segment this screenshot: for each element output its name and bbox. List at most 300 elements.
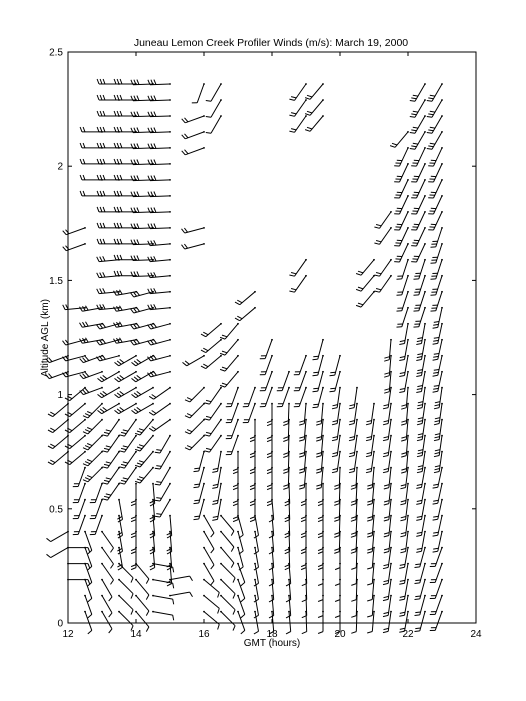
barb-station — [135, 611, 137, 613]
barb-station — [288, 579, 290, 581]
barb-station — [152, 595, 154, 597]
barb-station — [169, 355, 171, 357]
barb-flag — [330, 391, 335, 392]
barb-station — [373, 435, 375, 437]
barb-station — [169, 547, 171, 549]
barb-station — [441, 147, 443, 149]
barb-station — [424, 115, 426, 117]
barb-station — [84, 611, 86, 613]
barb-station — [407, 403, 409, 405]
barb-station — [152, 419, 154, 421]
barb-station — [424, 467, 426, 469]
barb-station — [390, 403, 392, 405]
barb-station — [67, 563, 69, 565]
barb-station — [203, 563, 205, 565]
barb-station — [373, 451, 375, 453]
barb-station — [424, 563, 426, 565]
barb-station — [390, 451, 392, 453]
barb-station — [390, 483, 392, 485]
barb-flag — [384, 628, 389, 629]
barb-station — [305, 115, 307, 117]
barb-station — [424, 515, 426, 517]
barb-station — [101, 419, 103, 421]
barb-station — [424, 227, 426, 229]
barb-station — [424, 259, 426, 261]
barb-station — [135, 467, 137, 469]
barb-flag — [313, 404, 318, 405]
barb-station — [407, 531, 409, 533]
barb-station — [339, 419, 341, 421]
barb-station — [203, 387, 205, 389]
barb-flag — [63, 305, 65, 310]
barb-station — [237, 547, 239, 549]
barb-station — [441, 339, 443, 341]
barb-station — [305, 355, 307, 357]
x-tick-label: 12 — [62, 629, 74, 640]
barb-station — [67, 435, 69, 437]
barb-station — [220, 483, 222, 485]
barb-station — [424, 371, 426, 373]
barb-flag — [415, 564, 420, 565]
barb-station — [220, 355, 222, 357]
barb-station — [441, 387, 443, 389]
barb-station — [390, 595, 392, 597]
barb-station — [135, 371, 137, 373]
x-tick-label: 20 — [334, 629, 346, 640]
barb-station — [220, 579, 222, 581]
barb-station — [424, 211, 426, 213]
barb-station — [424, 307, 426, 309]
barb-station — [135, 387, 137, 389]
barb-flag — [313, 407, 318, 408]
barb-station — [356, 467, 358, 469]
barb-station — [118, 515, 120, 517]
barb-flag — [254, 631, 259, 634]
barb-station — [135, 483, 137, 485]
barb-station — [203, 547, 205, 549]
barb-flag — [313, 372, 318, 373]
barb-station — [441, 259, 443, 261]
barb-station — [84, 515, 86, 517]
barb-staff — [339, 468, 340, 488]
barb-station — [220, 115, 222, 117]
barb-station — [152, 467, 154, 469]
barb-station — [441, 531, 443, 533]
barb-station — [169, 307, 171, 309]
barb-station — [373, 563, 375, 565]
barb-station — [254, 595, 256, 597]
barb-station — [424, 595, 426, 597]
barb-station — [203, 595, 205, 597]
y-tick-label: 2.5 — [49, 47, 63, 59]
barb-station — [84, 563, 86, 565]
x-tick-label: 14 — [130, 629, 142, 640]
barb-station — [424, 387, 426, 389]
barb-station — [407, 563, 409, 565]
barb-station — [322, 355, 324, 357]
barb-flag — [415, 631, 420, 632]
barb-station — [441, 467, 443, 469]
barb-station — [169, 403, 171, 405]
barb-station — [118, 355, 120, 357]
barb-station — [305, 83, 307, 85]
barb-station — [135, 451, 137, 453]
barb-station — [84, 467, 86, 469]
barb-station — [424, 243, 426, 245]
barb-station — [101, 611, 103, 613]
barb-station — [407, 435, 409, 437]
barb-station — [424, 531, 426, 533]
barb-station — [271, 547, 273, 549]
barb-station — [407, 323, 409, 325]
barb-station — [84, 579, 86, 581]
barb-flag — [146, 627, 149, 632]
barb-station — [373, 499, 375, 501]
barb-station — [373, 531, 375, 533]
barb-station — [441, 179, 443, 181]
barb-station — [254, 547, 256, 549]
barb-station — [101, 403, 103, 405]
barb-station — [101, 371, 103, 373]
barb-station — [203, 515, 205, 517]
barb-station — [288, 595, 290, 597]
barb-station — [118, 547, 120, 549]
barb-station — [305, 275, 307, 277]
barb-station — [169, 259, 171, 261]
barb-station — [118, 403, 120, 405]
barb-station — [390, 563, 392, 565]
barb-station — [220, 499, 222, 501]
barb-flag — [415, 612, 420, 613]
barb-station — [305, 99, 307, 101]
barb-station — [339, 403, 341, 405]
y-tick-label: 0 — [57, 618, 63, 630]
barb-station — [339, 435, 341, 437]
barb-station — [84, 227, 86, 229]
barb-station — [237, 371, 239, 373]
barb-station — [407, 355, 409, 357]
barb-station — [373, 611, 375, 613]
barb-station — [169, 435, 171, 437]
barb-station — [305, 467, 307, 469]
chart-title: Juneau Lemon Creek Profiler Winds (m/s): March 19, 2000 — [133, 37, 409, 49]
barb-station — [152, 547, 154, 549]
barb-station — [67, 403, 69, 405]
barb-station — [237, 611, 239, 613]
barb-station — [254, 307, 256, 309]
barb-station — [237, 531, 239, 533]
barb-station — [424, 579, 426, 581]
barb-station — [101, 595, 103, 597]
barb-station — [305, 403, 307, 405]
barb-station — [237, 435, 239, 437]
barb-station — [390, 211, 392, 213]
barb-station — [237, 355, 239, 357]
barb-station — [441, 307, 443, 309]
barb-station — [407, 595, 409, 597]
barb-station — [271, 563, 273, 565]
barb-station — [118, 371, 120, 373]
barb-station — [407, 339, 409, 341]
barb-station — [373, 595, 375, 597]
barb-station — [424, 83, 426, 85]
barb-station — [118, 611, 120, 613]
barb-station — [254, 579, 256, 581]
barb-station — [169, 371, 171, 373]
barb-station — [441, 243, 443, 245]
barb-station — [67, 371, 69, 373]
barb-flag — [415, 615, 420, 616]
barb-station — [390, 371, 392, 373]
barb-station — [237, 323, 239, 325]
barb-station — [390, 531, 392, 533]
barb-flag — [313, 359, 318, 360]
barb-flag — [286, 632, 291, 634]
barb-station — [322, 419, 324, 421]
barb-station — [407, 547, 409, 549]
barb-station — [169, 83, 171, 85]
barb-station — [169, 179, 171, 181]
barb-station — [84, 531, 86, 533]
barb-flag — [313, 356, 318, 357]
barb-flag — [218, 624, 220, 629]
barb-station — [84, 547, 86, 549]
barb-station — [322, 483, 324, 485]
barb-station — [271, 387, 273, 389]
barb-station — [152, 531, 154, 533]
barb-station — [407, 515, 409, 517]
barb-station — [441, 195, 443, 197]
barb-station — [203, 147, 205, 149]
barb-flag — [88, 630, 92, 634]
barb-station — [254, 611, 256, 613]
barb-station — [169, 467, 171, 469]
x-tick-label: 16 — [198, 629, 210, 640]
barb-station — [220, 515, 222, 517]
wind-barb — [47, 531, 69, 542]
barb-flag — [50, 444, 55, 447]
barb-station — [356, 419, 358, 421]
barb-station — [169, 451, 171, 453]
barb-station — [339, 467, 341, 469]
barb-station — [84, 243, 86, 245]
barb-station — [220, 595, 222, 597]
barb-flag — [233, 626, 235, 631]
barb-station — [424, 435, 426, 437]
barb-station — [390, 547, 392, 549]
barb-station — [322, 387, 324, 389]
barb-station — [424, 275, 426, 277]
barb-station — [203, 531, 205, 533]
barb-station — [152, 483, 154, 485]
barb-station — [169, 227, 171, 229]
barb-station — [322, 467, 324, 469]
barb-station — [407, 611, 409, 613]
barb-station — [237, 419, 239, 421]
barb-station — [237, 595, 239, 597]
barb-station — [118, 595, 120, 597]
barb-station — [135, 355, 137, 357]
barb-flag — [194, 484, 199, 485]
barb-station — [101, 563, 103, 565]
barb-flag — [50, 460, 55, 463]
barb-station — [424, 179, 426, 181]
barb-station — [84, 403, 86, 405]
barb-flag — [383, 631, 388, 632]
barb-station — [339, 387, 341, 389]
barb-station — [288, 611, 290, 613]
barb-station — [135, 435, 137, 437]
barb-station — [118, 579, 120, 581]
barb-station — [390, 259, 392, 261]
barb-station — [169, 115, 171, 117]
barb-station — [84, 483, 86, 485]
barb-station — [441, 435, 443, 437]
barb-station — [424, 419, 426, 421]
barb-station — [220, 611, 222, 613]
barb-station — [84, 451, 86, 453]
barb-flag — [194, 519, 199, 520]
barb-station — [424, 163, 426, 165]
barb-station — [339, 451, 341, 453]
barb-station — [67, 451, 69, 453]
barb-station — [203, 355, 205, 357]
barb-station — [441, 355, 443, 357]
barb-station — [424, 499, 426, 501]
barb-station — [169, 419, 171, 421]
barb-flag — [194, 468, 199, 469]
barb-station — [288, 371, 290, 373]
barb-station — [305, 387, 307, 389]
barb-station — [407, 307, 409, 309]
barb-station — [169, 211, 171, 213]
barb-flag — [48, 430, 53, 433]
barb-station — [169, 563, 171, 565]
barb-station — [220, 83, 222, 85]
barb-station — [305, 371, 307, 373]
barb-station — [118, 419, 120, 421]
barb-station — [356, 435, 358, 437]
barb-station — [169, 387, 171, 389]
barb-station — [152, 563, 154, 565]
barb-station — [203, 611, 205, 613]
barb-flag — [415, 596, 420, 597]
barb-station — [407, 179, 409, 181]
barb-station — [407, 467, 409, 469]
barb-station — [390, 435, 392, 437]
barb-station — [152, 515, 154, 517]
x-tick-label: 24 — [470, 629, 482, 640]
barb-station — [271, 579, 273, 581]
barb-station — [407, 131, 409, 133]
barb-flag — [351, 632, 356, 634]
barb-station — [84, 435, 86, 437]
barb-station — [237, 563, 239, 565]
barb-station — [407, 211, 409, 213]
barb-station — [237, 339, 239, 341]
barb-station — [441, 499, 443, 501]
barb-flag — [415, 628, 420, 629]
barb-station — [441, 83, 443, 85]
barb-station — [407, 163, 409, 165]
barb-flag — [330, 375, 335, 376]
barb-flag — [241, 630, 245, 634]
y-tick-label: 2 — [57, 161, 63, 173]
barb-station — [220, 339, 222, 341]
barb-staff — [51, 548, 68, 558]
barb-station — [407, 419, 409, 421]
barb-station — [254, 291, 256, 293]
barb-flag — [194, 516, 199, 517]
barb-station — [135, 579, 137, 581]
barb-station — [169, 515, 171, 517]
barb-station — [407, 243, 409, 245]
barb-station — [373, 259, 375, 261]
barb-flag — [194, 471, 199, 472]
barb-flag — [415, 599, 420, 600]
barb-station — [169, 147, 171, 149]
barb-station — [356, 451, 358, 453]
barb-station — [305, 451, 307, 453]
barb-station — [441, 371, 443, 373]
barb-station — [169, 323, 171, 325]
barb-station — [118, 531, 120, 533]
barb-station — [407, 291, 409, 293]
barb-station — [135, 403, 137, 405]
barb-station — [152, 403, 154, 405]
barb-station — [390, 339, 392, 341]
barb-station — [220, 563, 222, 565]
barb-station — [373, 483, 375, 485]
barb-station — [407, 579, 409, 581]
barb-station — [390, 275, 392, 277]
barb-flag — [415, 583, 420, 584]
barb-station — [254, 387, 256, 389]
barb-flag — [415, 580, 420, 581]
barb-station — [203, 579, 205, 581]
barb-station — [288, 403, 290, 405]
barb-station — [169, 131, 171, 133]
barb-station — [441, 563, 443, 565]
barb-station — [322, 99, 324, 101]
barb-station — [407, 451, 409, 453]
barb-station — [305, 419, 307, 421]
barb-station — [67, 419, 69, 421]
barb-flag — [313, 391, 318, 392]
barb-station — [67, 355, 69, 357]
barb-station — [220, 403, 222, 405]
barb-station — [220, 467, 222, 469]
barb-station — [169, 339, 171, 341]
barb-station — [356, 387, 358, 389]
barb-station — [203, 115, 205, 117]
barb-station — [424, 195, 426, 197]
barb-station — [203, 467, 205, 469]
barb-station — [390, 499, 392, 501]
barb-station — [441, 211, 443, 213]
barb-station — [407, 483, 409, 485]
barb-station — [271, 515, 273, 517]
barb-station — [169, 243, 171, 245]
barb-station — [322, 451, 324, 453]
barb-flag — [330, 372, 335, 373]
barb-station — [220, 387, 222, 389]
barb-station — [339, 371, 341, 373]
y-axis-label: Altitude AGL (km) — [40, 299, 51, 377]
barb-station — [84, 499, 86, 501]
barb-station — [424, 483, 426, 485]
barb-station — [322, 371, 324, 373]
